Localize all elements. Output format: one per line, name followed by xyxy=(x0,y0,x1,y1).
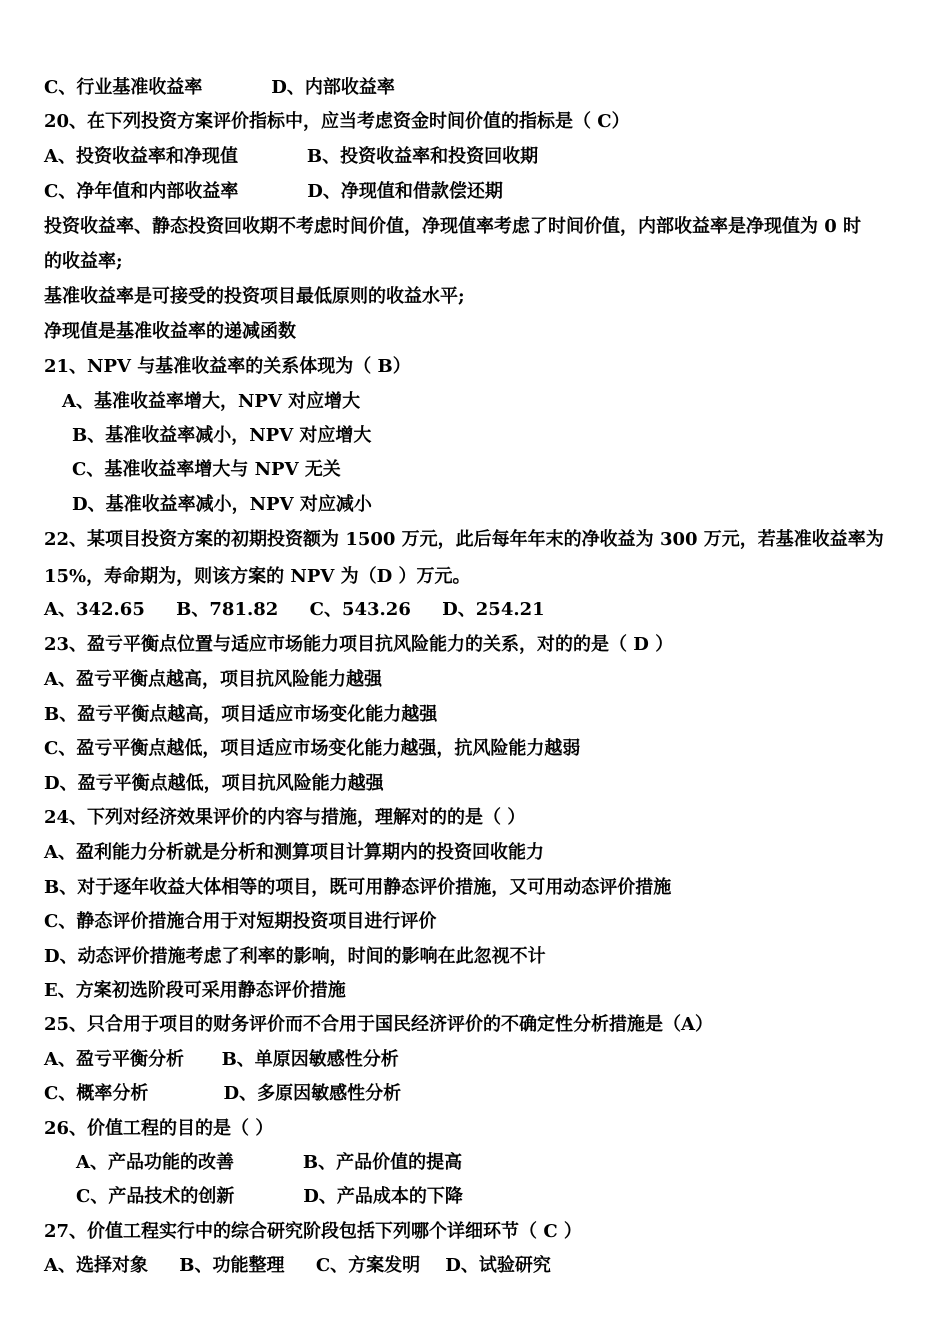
text-line: 15%，寿命期为，则该方案的 NPV 为（D ）万元。 xyxy=(44,566,471,587)
text-line: A、342.65 B、781.82 C、543.26 D、254.21 xyxy=(44,599,545,620)
text-line: 的收益率; xyxy=(44,251,123,272)
text-line: A、盈亏平衡分析 B、单原因敏感性分析 xyxy=(44,1049,399,1070)
text-line: A、选择对象 B、功能整理 C、方案发明 D、试验研究 xyxy=(44,1255,551,1276)
text-line: C、盈亏平衡点越低，项目适应市场变化能力越强，抗风险能力越弱 xyxy=(44,738,581,759)
text-line: D、盈亏平衡点越低，项目抗风险能力越强 xyxy=(44,773,384,794)
option-line: C、产品技术的创新 D、产品成本的下降 xyxy=(76,1186,463,1207)
question-25: 25、只合用于项目的财务评价而不合用于国民经济评价的不确定性分析措施是（A） xyxy=(44,1014,714,1035)
text-line: D、动态评价措施考虑了利率的影响，时间的影响在此忽视不计 xyxy=(44,946,546,967)
text-line: 投资收益率、静态投资回收期不考虑时间价值，净现值率考虑了时间价值，内部收益率是净现值为 0 时 xyxy=(44,216,862,237)
text-line: B、对于逐年收益大体相等的项目，既可用静态评价措施，又可用动态评价措施 xyxy=(44,877,672,898)
question-27: 27、价值工程实行中的综合研究阶段包括下列哪个详细环节（ C ） xyxy=(44,1221,582,1242)
text-line: C、静态评价措施合用于对短期投资项目进行评价 xyxy=(44,911,437,932)
text-line: A、盈亏平衡点越高，项目抗风险能力越强 xyxy=(44,669,382,690)
question-23: 23、盈亏平衡点位置与适应市场能力项目抗风险能力的关系，对的的是（ D ） xyxy=(44,634,674,655)
option-line: A、基准收益率增大，NPV 对应增大 xyxy=(62,391,361,412)
text-line: C、行业基准收益率 D、内部收益率 xyxy=(44,77,395,98)
option-line: A、产品功能的改善 B、产品价值的提高 xyxy=(76,1152,463,1173)
question-24: 24、下列对经济效果评价的内容与措施，理解对的的是（ ） xyxy=(44,807,526,828)
text-line: 净现值是基准收益率的递减函数 xyxy=(44,321,296,342)
question-21: 21、NPV 与基准收益率的关系体现为（ B） xyxy=(44,356,411,377)
question-26: 26、价值工程的目的是（ ） xyxy=(44,1118,274,1139)
option-line: D、基准收益率减小，NPV 对应减小 xyxy=(72,494,372,515)
text-line: A、投资收益率和净现值 B、投资收益率和投资回收期 xyxy=(44,146,539,167)
text-line: C、净年值和内部收益率 D、净现值和借款偿还期 xyxy=(44,181,503,202)
question-20: 20、在下列投资方案评价指标中，应当考虑资金时间价值的指标是（ C） xyxy=(44,111,630,132)
text-line: 基准收益率是可接受的投资项目最低原则的收益水平; xyxy=(44,286,465,307)
text-line: C、概率分析 D、多原因敏感性分析 xyxy=(44,1083,402,1104)
option-line: B、基准收益率减小，NPV 对应增大 xyxy=(72,425,372,446)
text-line: A、盈利能力分析就是分析和测算项目计算期内的投资回收能力 xyxy=(44,842,544,863)
question-22: 22、某项目投资方案的初期投资额为 1500 万元，此后每年年末的净收益为 300 万元，若基准收益率为 xyxy=(44,529,884,550)
text-line: E、方案初选阶段可采用静态评价措施 xyxy=(44,980,346,1001)
option-line: C、基准收益率增大与 NPV 无关 xyxy=(72,459,341,480)
text-line: B、盈亏平衡点越高，项目适应市场变化能力越强 xyxy=(44,704,438,725)
